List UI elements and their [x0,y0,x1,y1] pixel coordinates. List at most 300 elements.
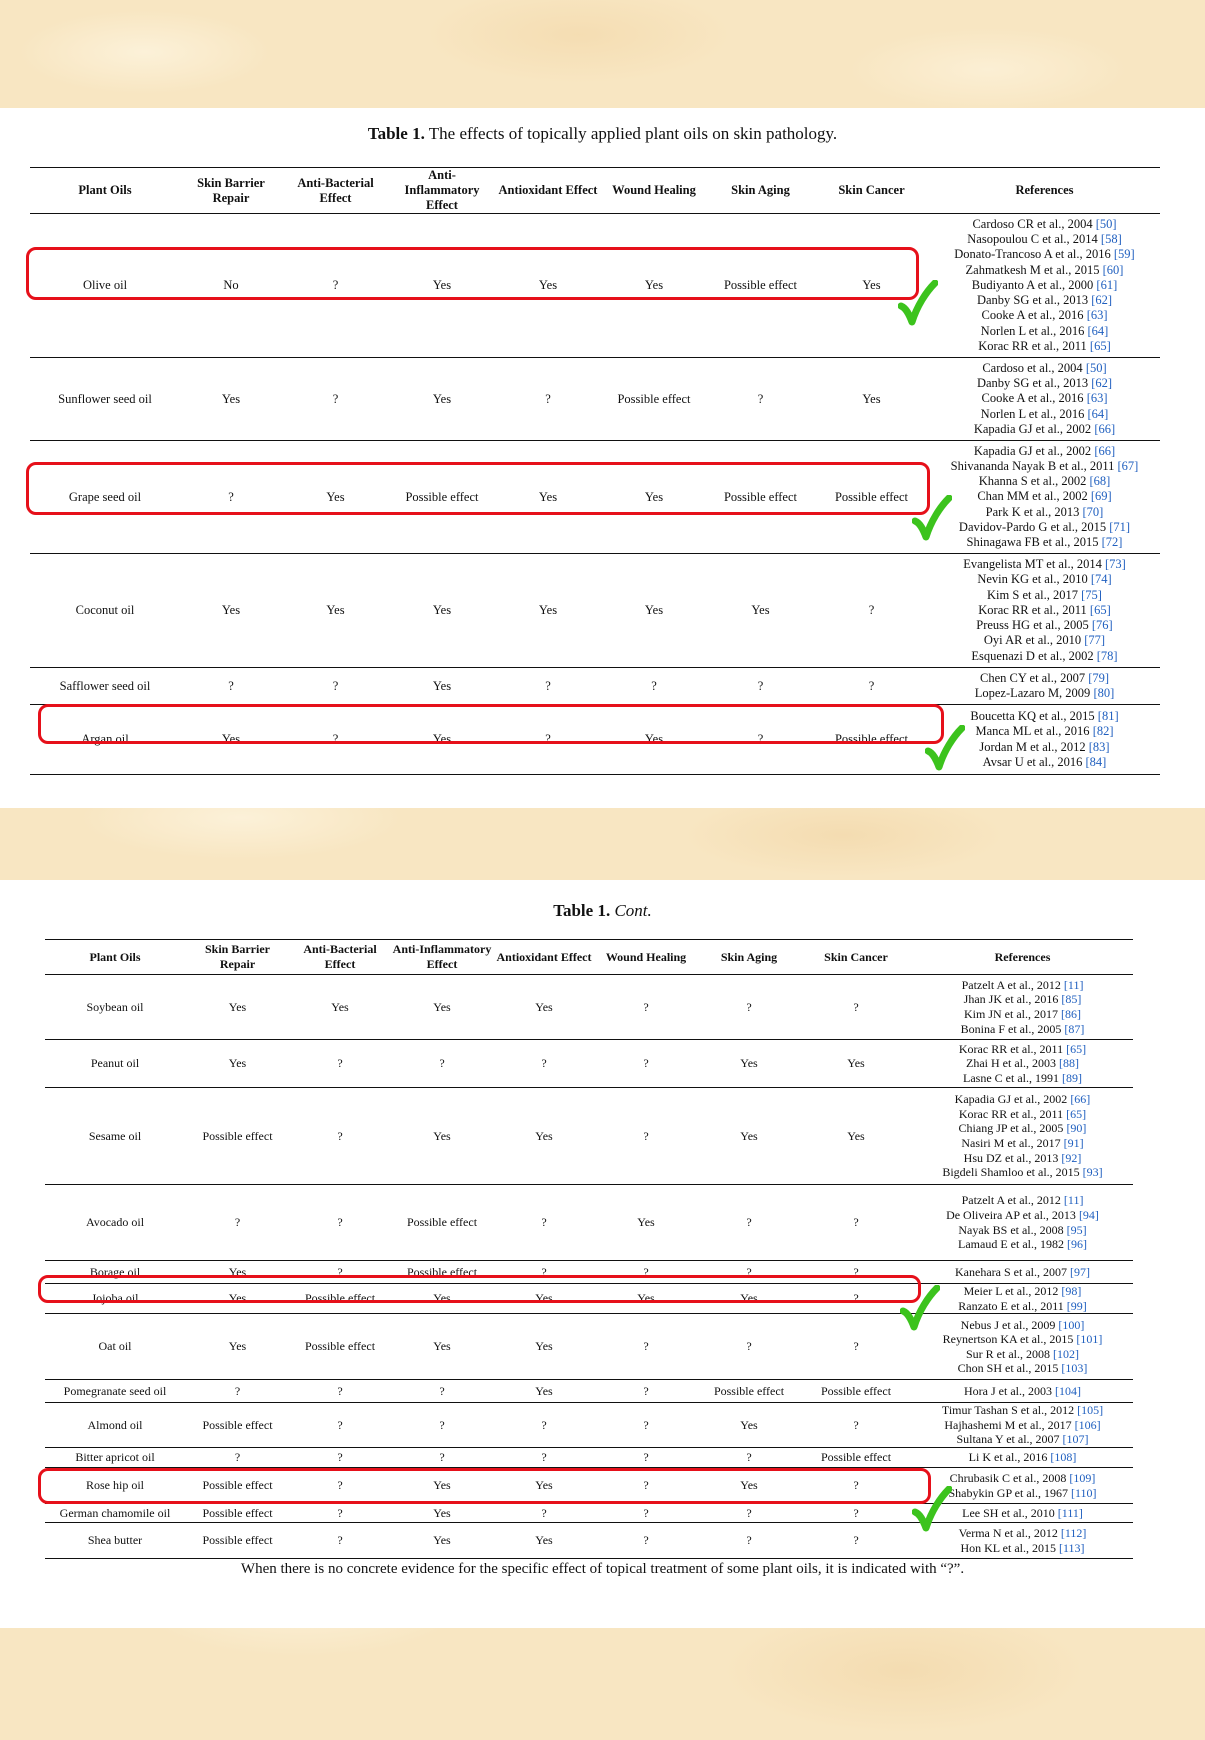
reference-author: Kim S et al., 2017 [987,587,1082,602]
effect-cell-anti-bacterial-effect: Possible effect [290,1284,390,1314]
effect-cell-skin-barrier-repair: ? [180,441,282,554]
reference-author: Korac RR et al., 2011 [978,338,1090,353]
effect-cell-skin-cancer: ? [800,1185,912,1261]
effect-cell-anti-bacterial-effect: ? [290,1040,390,1088]
column-header-skin-aging: Skin Aging [698,940,800,975]
reference-link[interactable]: [70] [1082,504,1104,519]
effect-cell-skin-aging: ? [698,1523,800,1559]
reference-entry [914,1347,1131,1362]
reference-link[interactable]: [65] [1089,338,1111,353]
reference-author: Li K et al., 2016 [968,1450,1051,1465]
effect-cell-skin-aging: Yes [707,554,814,668]
reference-author: Hajhashemi M et al., 2017 [944,1417,1075,1432]
effect-cell-antioxidant-effect: ? [495,358,601,441]
effect-cell-anti-inflammatory-effect: Possible effect [390,1261,494,1284]
effect-cell-skin-barrier-repair: Possible effect [185,1088,290,1185]
reference-author: Khanna S et al., 2002 [978,474,1090,489]
reference-link[interactable]: [95] [1066,1222,1087,1237]
reference-link[interactable]: [65] [1066,1106,1087,1121]
effect-cell-skin-aging: Possible effect [707,214,814,358]
reference-link[interactable]: [86] [1061,1007,1081,1021]
reference-link[interactable]: [67] [1117,458,1139,473]
reference-link[interactable]: [61] [1096,277,1118,292]
reference-entry [914,1136,1131,1151]
reference-entry [931,324,1158,339]
plant-oil-name: Sunflower seed oil [30,358,180,441]
reference-entry [914,1007,1131,1022]
table-footnote: When there is no concrete evidence for the specific effect of topical treatment of some plant oils, it is indicated with “?”. [240,1561,965,1577]
reference-link[interactable]: [100] [1058,1317,1085,1332]
reference-link[interactable]: [50] [1085,360,1107,375]
effect-cell-skin-cancer: ? [800,1284,912,1314]
reference-author: Jordan M et al., 2012 [979,739,1089,754]
reference-link[interactable]: [62] [1091,376,1113,391]
reference-entry [914,1237,1131,1252]
effect-cell-anti-inflammatory-effect: Yes [389,705,495,775]
reference-link[interactable]: [87] [1064,1021,1085,1036]
effect-cell-anti-bacterial-effect: ? [290,1185,390,1261]
references-cell [912,1468,1133,1504]
table-row-jojoba-oil [45,1284,1133,1314]
reference-entry [914,1056,1131,1071]
plant-oil-name: Shea butter [45,1523,185,1559]
reference-link[interactable]: [88] [1058,1056,1079,1071]
reference-entry [931,308,1158,323]
reference-entry [914,1450,1131,1465]
reference-author: Kim JN et al., 2017 [964,1007,1061,1021]
effect-cell-wound-healing: Possible effect [601,358,707,441]
references-cell [912,1261,1133,1284]
reference-author: Zhai H et al., 2003 [966,1056,1059,1071]
effect-cell-wound-healing: Yes [594,1185,698,1261]
column-header-wound-healing: Wound Healing [594,940,698,975]
reference-entry [914,1265,1131,1280]
effect-cell-skin-barrier-repair: Yes [180,554,282,668]
effect-cell-antioxidant-effect: Yes [494,1523,594,1559]
reference-author: Meier L et al., 2012 [963,1284,1062,1298]
effect-cell-skin-cancer: ? [800,975,912,1040]
reference-author: Nasopoulou C et al., 2014 [967,232,1101,247]
table-row-argan-oil [30,705,1160,775]
references-cell [929,441,1160,554]
effect-cell-anti-bacterial-effect: ? [290,1380,390,1403]
effect-cell-anti-inflammatory-effect: Yes [390,1314,494,1380]
effect-cell-antioxidant-effect: Yes [494,1284,594,1314]
effect-cell-antioxidant-effect: Yes [494,1088,594,1185]
reference-link[interactable]: [110] [1071,1485,1097,1500]
reference-link[interactable]: [65] [1089,602,1111,617]
effect-cell-wound-healing: Yes [601,705,707,775]
reference-entry [914,1403,1131,1418]
reference-entry [914,1361,1131,1376]
reference-entry [931,671,1158,686]
reference-link[interactable]: [82] [1092,724,1114,739]
effect-cell-anti-bacterial-effect: ? [290,1403,390,1448]
reference-entry [914,1121,1131,1136]
reference-author: Oyi AR et al., 2010 [983,633,1085,648]
effect-cell-skin-cancer: Yes [814,214,929,358]
column-header-skin-cancer: Skin Cancer [800,940,912,975]
reference-author: Lasne C et al., 1991 [963,1070,1062,1085]
reference-entry [931,217,1158,232]
effect-cell-wound-healing: ? [594,1504,698,1523]
column-header-antioxidant-effect: Antioxidant Effect [494,940,594,975]
reference-link[interactable]: [81] [1097,709,1119,724]
reference-link[interactable]: [58] [1100,232,1122,247]
effect-cell-anti-bacterial-effect: ? [290,1504,390,1523]
reference-author: Lee SH et al., 2010 [962,1505,1058,1520]
effect-cell-skin-aging: ? [698,1261,800,1284]
plant-oil-name: Safflower seed oil [30,668,180,705]
references-cell [912,1040,1133,1088]
references-cell [912,1403,1133,1448]
effect-cell-skin-aging: Yes [698,1403,800,1448]
reference-link[interactable]: [84] [1085,754,1107,769]
reference-author: Davidov-Pardo G et al., 2015 [958,519,1110,534]
reference-entry [914,1022,1131,1037]
reference-entry [914,1384,1131,1399]
effect-cell-skin-barrier-repair: Yes [185,1261,290,1284]
reference-link[interactable]: [89] [1061,1070,1082,1085]
reference-link[interactable]: [76] [1091,618,1113,633]
reference-author: Danby SG et al., 2013 [976,376,1092,391]
reference-link[interactable]: [108] [1050,1450,1077,1465]
reference-link[interactable]: [79] [1088,670,1110,685]
reference-link[interactable]: [91] [1063,1136,1084,1150]
reference-link[interactable]: [98] [1061,1284,1082,1298]
effect-cell-skin-barrier-repair: Yes [185,1314,290,1380]
effect-cell-anti-bacterial-effect: ? [282,668,389,705]
effect-cell-skin-aging: Yes [698,1088,800,1185]
reference-link[interactable]: [66] [1094,421,1116,436]
table-row-sunflower-seed-oil [30,358,1160,441]
reference-entry [931,459,1158,474]
reference-author: Cardoso et al., 2004 [982,360,1086,375]
effect-cell-anti-inflammatory-effect: ? [390,1040,494,1088]
reference-author: Nasiri M et al., 2017 [961,1136,1064,1150]
reference-link[interactable]: [63] [1086,391,1108,406]
plant-oil-name: Oat oil [45,1314,185,1380]
effect-cell-anti-bacterial-effect: ? [282,358,389,441]
effect-cell-antioxidant-effect: Yes [495,441,601,554]
reference-link[interactable]: [65] [1066,1041,1087,1056]
references-cell [912,1380,1133,1403]
effect-cell-skin-barrier-repair: Yes [180,358,282,441]
effect-cell-skin-aging: ? [698,1185,800,1261]
reference-author: Cooke A et al., 2016 [981,391,1087,406]
effect-cell-anti-bacterial-effect: ? [290,1261,390,1284]
reference-author: Boucetta KQ et al., 2015 [970,709,1098,724]
reference-author: Chiang JP et al., 2005 [958,1121,1067,1136]
reference-entry [914,1418,1131,1433]
reference-entry [931,740,1158,755]
table-row-olive-oil [30,214,1160,358]
effect-cell-skin-aging: Yes [698,1284,800,1314]
reference-link[interactable]: [92] [1061,1150,1082,1165]
reference-author: Korac RR et al., 2011 [958,1106,1067,1121]
effect-cell-skin-barrier-repair: Yes [185,975,290,1040]
references-cell [912,1448,1133,1468]
reference-entry [914,992,1131,1007]
reference-author: Korac RR et al., 2011 [958,1041,1067,1056]
reference-author: Cardoso CR et al., 2004 [972,217,1096,232]
table-row-grape-seed-oil [30,441,1160,554]
table-row-coconut-oil [30,554,1160,668]
caption-text: Cont. [614,901,652,920]
caption-label: Table 1. [367,124,425,143]
effect-cell-skin-cancer: ? [800,1314,912,1380]
reference-link[interactable]: [107] [1062,1432,1089,1447]
references-cell [912,1284,1133,1314]
reference-link[interactable]: [102] [1053,1346,1079,1361]
effect-cell-skin-aging: ? [707,668,814,705]
column-header-plant-oils: Plant Oils [45,940,185,975]
table-header-row [45,940,1133,975]
reference-entry [914,1526,1131,1541]
reference-link[interactable]: [11] [1063,977,1084,992]
table-row-rose-hip-oil [45,1468,1133,1504]
references-cell [912,1088,1133,1185]
effect-cell-skin-aging: ? [707,705,814,775]
plant-oil-name: Coconut oil [30,554,180,668]
effect-cell-skin-cancer: ? [800,1468,912,1504]
reference-link[interactable]: [78] [1096,648,1118,663]
effect-cell-antioxidant-effect: ? [494,1448,594,1468]
reference-link[interactable]: [106] [1074,1417,1101,1432]
reference-link[interactable]: [94] [1078,1207,1099,1222]
effect-cell-anti-bacterial-effect: ? [282,214,389,358]
reference-entry [931,633,1158,648]
table-row-safflower-seed-oil [30,668,1160,705]
effect-cell-skin-aging: ? [698,1504,800,1523]
plant-oil-name: Jojoba oil [45,1284,185,1314]
reference-author: Kanehara S et al., 2007 [955,1264,1070,1279]
reference-link[interactable]: [72] [1101,535,1123,549]
reference-link[interactable]: [62] [1091,293,1113,308]
table-row-avocado-oil [45,1185,1133,1261]
effect-cell-wound-healing: Yes [601,554,707,668]
reference-link[interactable]: [63] [1086,308,1108,323]
references-cell [912,1523,1133,1559]
plant-oil-name: Sesame oil [45,1088,185,1185]
reference-author: Sur R et al., 2008 [966,1346,1053,1361]
column-header-anti-bacterial-effect: Anti-Bacterial Effect [290,940,390,975]
reference-link[interactable]: [64] [1087,406,1109,421]
effect-cell-skin-cancer: ? [800,1261,912,1284]
references-cell [929,668,1160,705]
reference-link[interactable]: [50] [1095,217,1117,232]
reference-author: Bigdeli Shamloo et al., 2015 [942,1165,1083,1180]
reference-entry [931,339,1158,354]
plant-oil-name: Almond oil [45,1403,185,1448]
table-page-2 [0,880,1205,1628]
reference-entry [914,1042,1131,1057]
column-header-anti-inflammatory-effect: Anti-Inflammatory Effect [389,168,495,214]
effect-cell-anti-inflammatory-effect: Yes [390,975,494,1040]
reference-entry [931,376,1158,391]
effect-cell-skin-cancer: Yes [814,358,929,441]
reference-link[interactable]: [73] [1104,557,1126,572]
reference-author: Chrubasik C et al., 2008 [949,1471,1070,1486]
effect-cell-antioxidant-effect: ? [494,1261,594,1284]
effect-cell-skin-cancer: ? [800,1403,912,1448]
reference-entry [914,1071,1131,1086]
effect-cell-wound-healing: ? [594,1468,698,1504]
reference-entry [931,391,1158,406]
effect-cell-antioxidant-effect: ? [495,668,601,705]
reference-author: Kapadia GJ et al., 2002 [973,443,1095,458]
reference-entry [914,1506,1131,1521]
reference-entry [931,407,1158,422]
reference-entry [914,1151,1131,1166]
reference-link[interactable]: [104] [1054,1383,1081,1398]
reference-author: Manca ML et al., 2016 [975,724,1093,739]
reference-link[interactable]: [77] [1084,633,1106,648]
effect-cell-wound-healing: ? [594,1088,698,1185]
reference-entry [931,444,1158,459]
reference-author: Zahmatkesh M et al., 2015 [965,262,1103,277]
effect-cell-skin-cancer: ? [814,554,929,668]
references-cell [912,1314,1133,1380]
reference-entry [931,588,1158,603]
plant-oil-name: Peanut oil [45,1040,185,1088]
reference-link[interactable]: [69] [1090,489,1112,504]
effect-cell-skin-barrier-repair: Possible effect [185,1523,290,1559]
reference-entry [931,724,1158,739]
reference-entry [931,520,1158,535]
effect-cell-anti-inflammatory-effect: Yes [390,1284,494,1314]
reference-entry [914,1432,1131,1447]
reference-entry [931,232,1158,247]
effect-cell-skin-aging: ? [698,975,800,1040]
reference-link[interactable]: [101] [1076,1332,1103,1347]
effect-cell-wound-healing: ? [601,668,707,705]
reference-entry [931,293,1158,308]
reference-link[interactable]: [64] [1087,323,1109,338]
effect-cell-anti-bacterial-effect: Yes [282,441,389,554]
effect-cell-antioxidant-effect: Yes [495,554,601,668]
references-cell [929,705,1160,775]
plant-oils-table [30,167,1160,775]
table-row-shea-butter [45,1523,1133,1559]
effect-cell-wound-healing: ? [594,1314,698,1380]
effect-cell-wound-healing: ? [594,1448,698,1468]
reference-entry [931,505,1158,520]
reference-link[interactable]: [71] [1109,519,1131,534]
reference-link[interactable]: [68] [1089,474,1111,489]
reference-link[interactable]: [103] [1061,1361,1088,1376]
effect-cell-skin-aging: Possible effect [698,1380,800,1403]
effect-cell-antioxidant-effect: Yes [494,1468,594,1504]
reference-entry [931,247,1158,262]
reference-link[interactable]: [112] [1060,1526,1087,1541]
reference-link[interactable]: [74] [1090,572,1112,587]
effect-cell-wound-healing: ? [594,1261,698,1284]
reference-author: Kapadia GJ et al., 2002 [973,421,1095,436]
reference-entry [931,535,1158,550]
effect-cell-skin-aging: ? [707,358,814,441]
reference-author: Nevin KG et al., 2010 [977,572,1091,587]
reference-link[interactable]: [93] [1082,1165,1103,1180]
reference-author: Hsu DZ et al., 2013 [963,1150,1062,1165]
reference-link[interactable]: [105] [1077,1403,1104,1418]
reference-entry [914,978,1131,993]
reference-author: Jhan JK et al., 2016 [963,992,1062,1007]
table-page-1 [0,108,1205,808]
column-header-wound-healing: Wound Healing [601,168,707,214]
reference-link[interactable]: [85] [1061,992,1082,1007]
effect-cell-skin-barrier-repair: Possible effect [185,1504,290,1523]
reference-author: Avsar U et al., 2016 [982,754,1086,769]
reference-entry [931,649,1158,664]
reference-entry [931,686,1158,701]
table-row-peanut-oil [45,1040,1133,1088]
reference-link[interactable]: [59] [1113,247,1135,262]
reference-author: Shabykin GP et al., 1967 [948,1485,1071,1500]
effect-cell-skin-cancer: ? [800,1523,912,1559]
reference-link[interactable]: [66] [1070,1092,1091,1107]
table-caption-cont [0,901,1205,921]
plant-oil-name: Soybean oil [45,975,185,1040]
reference-link[interactable]: [90] [1066,1121,1087,1136]
reference-link[interactable]: [80] [1093,686,1115,700]
effect-cell-wound-healing: ? [594,1040,698,1088]
effect-cell-skin-barrier-repair: ? [180,668,282,705]
reference-author: Hon KL et al., 2015 [960,1540,1059,1555]
reference-link[interactable]: [66] [1094,443,1116,458]
column-header-skin-cancer: Skin Cancer [814,168,929,214]
references-cell [912,1504,1133,1523]
effect-cell-skin-barrier-repair: Possible effect [185,1468,290,1504]
reference-author: Shivananda Nayak B et al., 2011 [950,458,1118,473]
reference-link[interactable]: [97] [1069,1264,1090,1279]
reference-link[interactable]: [83] [1088,739,1110,754]
effect-cell-anti-inflammatory-effect: ? [390,1448,494,1468]
plant-oil-name: Argan oil [30,705,180,775]
reference-entry [931,489,1158,504]
column-header-anti-inflammatory-effect: Anti-Inflammatory Effect [390,940,494,975]
plant-oil-name: Grape seed oil [30,441,180,554]
column-header-plant-oils: Plant Oils [30,168,180,214]
reference-link[interactable]: [111] [1057,1505,1083,1520]
column-header-antioxidant-effect: Antioxidant Effect [495,168,601,214]
reference-author: Budiyanto A et al., 2000 [971,277,1097,292]
reference-entry [914,1107,1131,1122]
reference-entry [931,278,1158,293]
reference-entry [914,1471,1131,1486]
reference-link[interactable]: [99] [1066,1298,1087,1313]
reference-entry [914,1193,1131,1208]
reference-author: Donato-Trancoso A et al., 2016 [954,247,1114,262]
reference-link[interactable]: [60] [1102,262,1124,277]
reference-link[interactable]: [75] [1081,587,1102,602]
reference-link[interactable]: [113] [1059,1540,1085,1555]
effect-cell-wound-healing: ? [594,1380,698,1403]
reference-link[interactable]: [96] [1066,1237,1087,1252]
column-header-skin-barrier-repair: Skin Barrier Repair [180,168,282,214]
reference-author: Norlen L et al., 2016 [980,406,1088,421]
effect-cell-skin-barrier-repair: No [180,214,282,358]
effect-cell-skin-cancer: Yes [800,1040,912,1088]
effect-cell-anti-bacterial-effect: ? [282,705,389,775]
table-row-sesame-oil [45,1088,1133,1185]
reference-link[interactable]: [11] [1063,1193,1084,1208]
effect-cell-antioxidant-effect: Yes [494,1380,594,1403]
effect-cell-skin-cancer: Possible effect [814,705,929,775]
reference-author: Danby SG et al., 2013 [976,293,1092,308]
reference-link[interactable]: [109] [1069,1471,1096,1486]
reference-entry [914,1541,1131,1556]
